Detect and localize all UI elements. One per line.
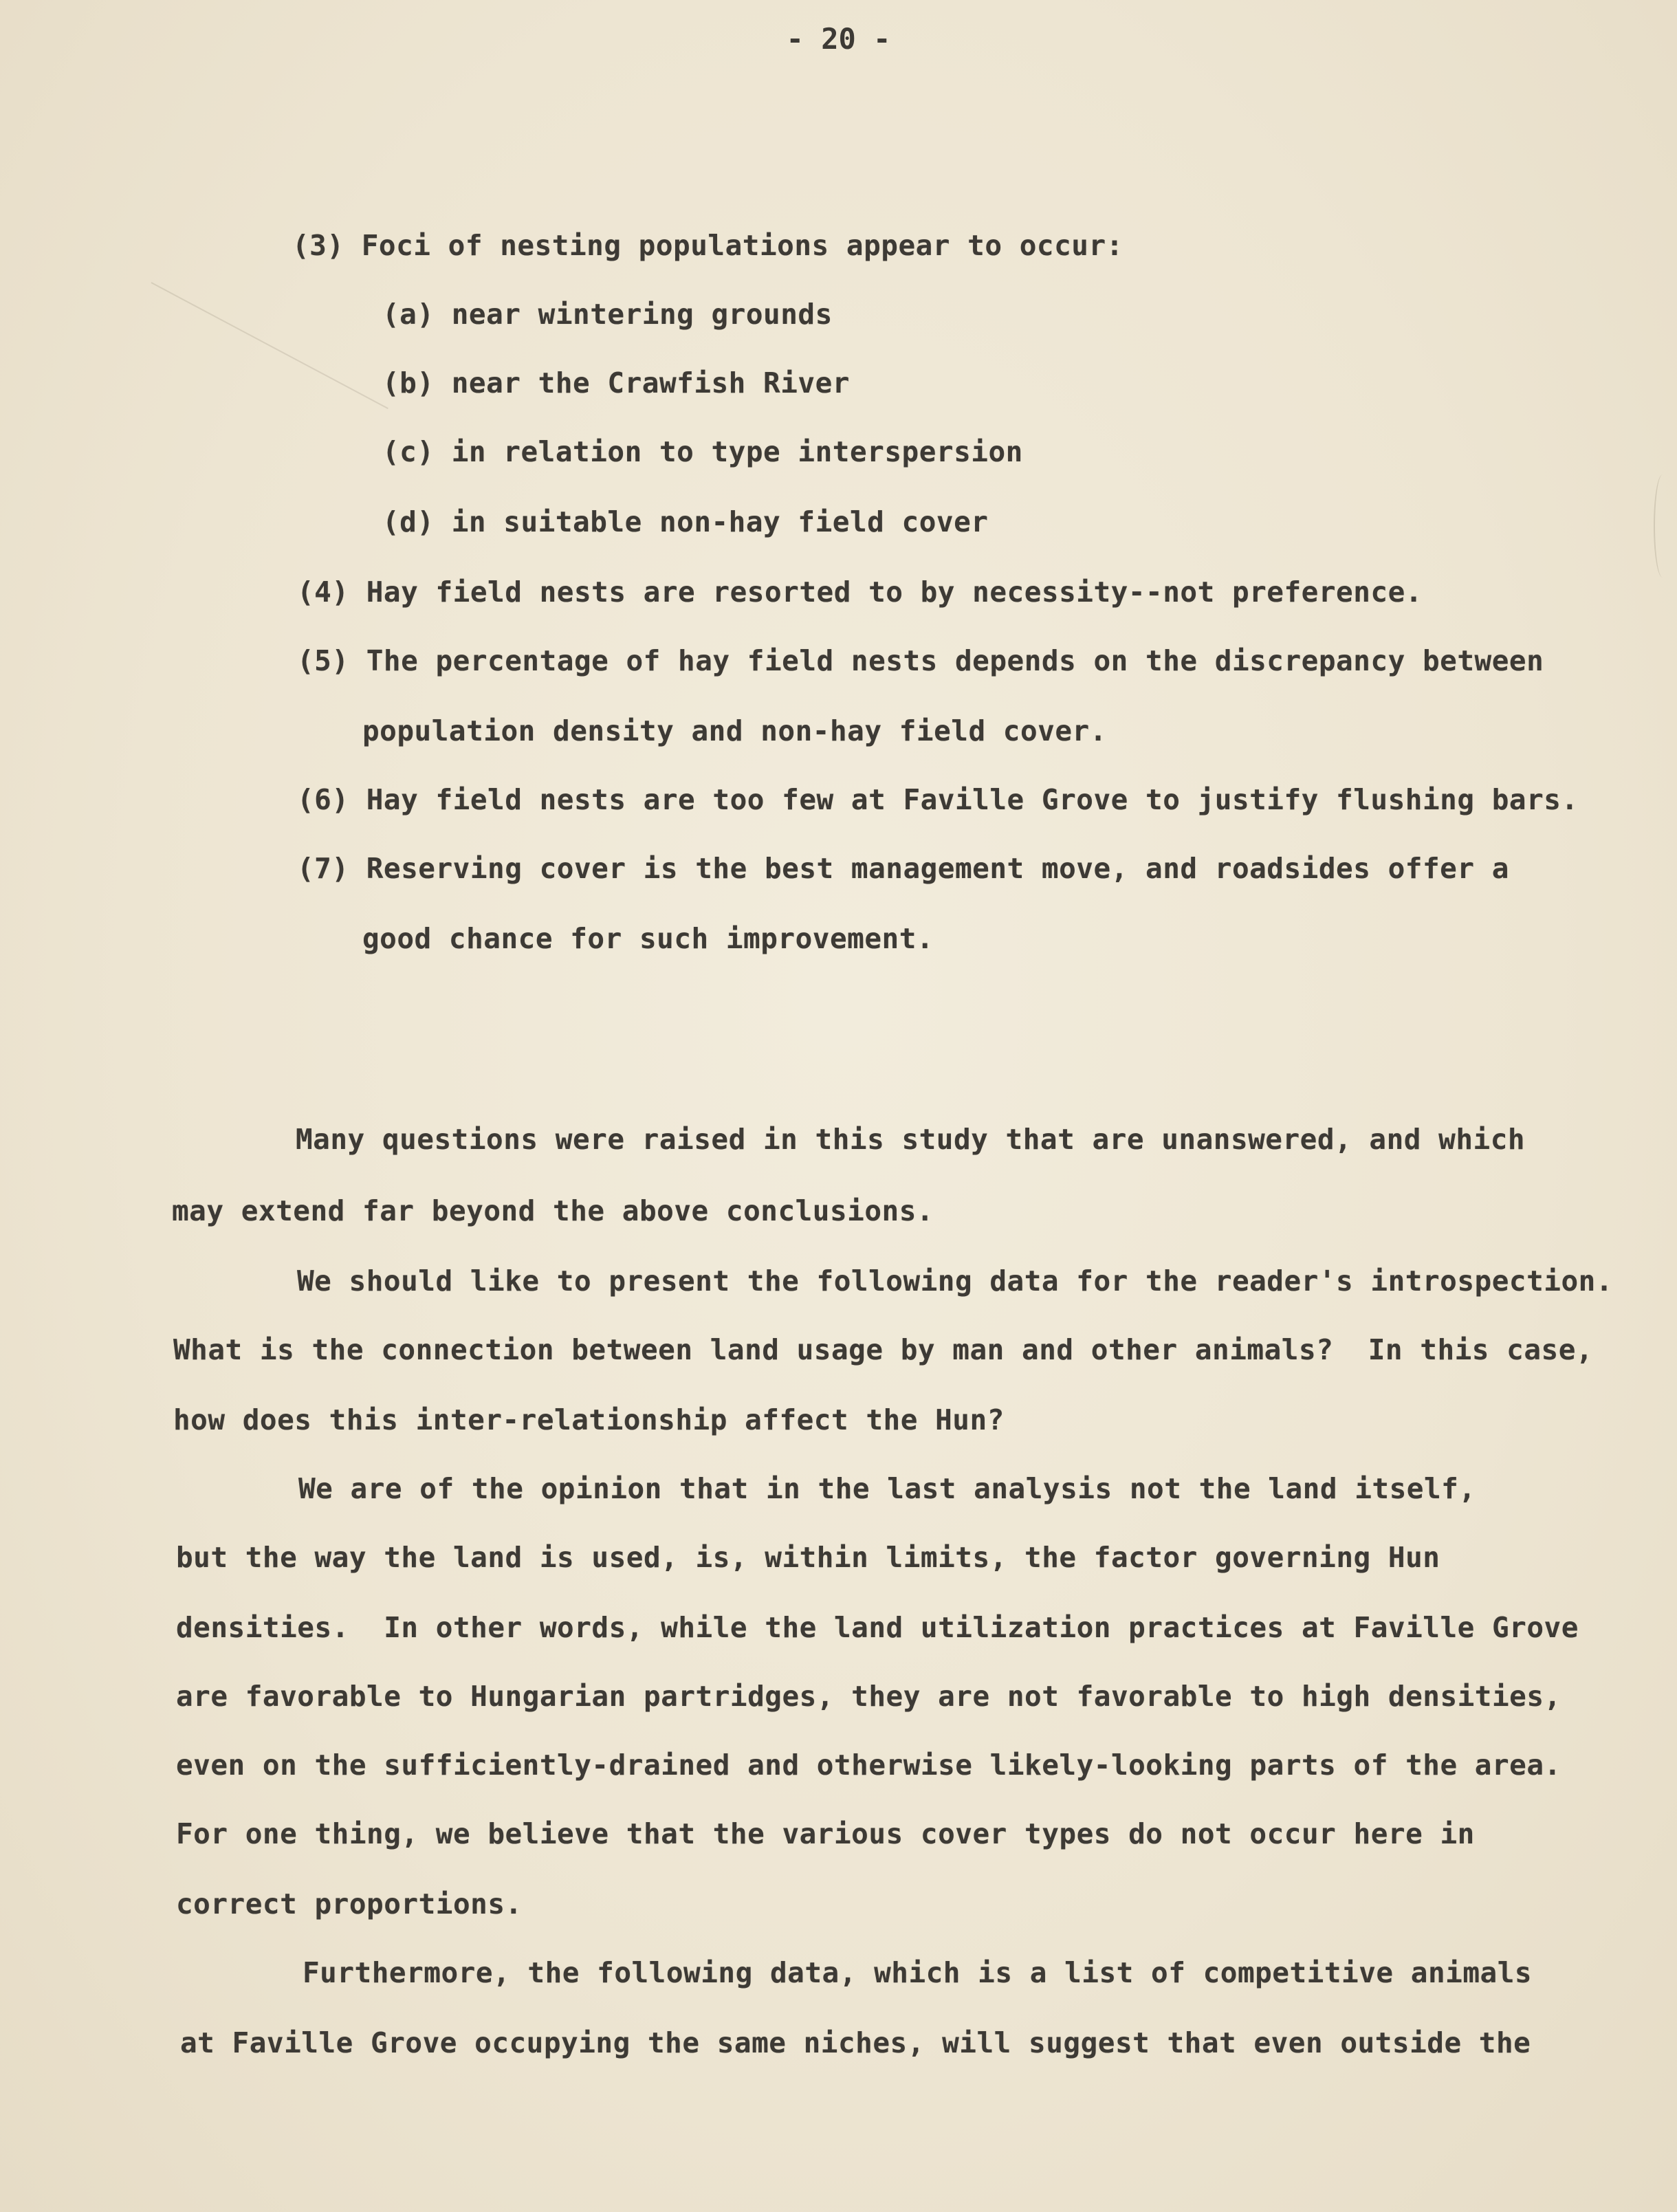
body-line-7: but the way the land is used, is, within limits, the factor governing Hun	[176, 1541, 1440, 1574]
page-number: - 20 -	[786, 22, 891, 56]
conclusion-3b: (b) near the Crawfish River	[382, 366, 850, 399]
body-line-5: how does this inter-relationship affect the Hun?	[173, 1403, 1005, 1436]
paper-crease	[151, 282, 388, 409]
conclusion-3: (3) Foci of nesting populations appear to occur:	[292, 229, 1124, 262]
body-line-10: even on the sufficiently-drained and otherwise likely-looking parts of the area.	[176, 1749, 1561, 1782]
paper-edge-mark	[1654, 474, 1671, 578]
body-line-14: at Faville Grove occupying the same niches, will suggest that even outside the	[180, 2026, 1531, 2059]
body-line-12: correct proportions.	[176, 1887, 523, 1920]
conclusion-3c: (c) in relation to type interspersion	[382, 435, 1023, 468]
body-line-4: What is the connection between land usage by man and other animals? In this case,	[173, 1333, 1594, 1366]
conclusion-5: (5) The percentage of hay field nests depends on the discrepancy between	[297, 644, 1544, 677]
conclusion-6: (6) Hay field nests are too few at Faville Grove to justify flushing bars.	[297, 783, 1579, 816]
body-line-13: Furthermore, the following data, which is a list of competitive animals	[303, 1956, 1533, 1989]
body-line-1: Many questions were raised in this study that are unanswered, and which	[296, 1123, 1526, 1156]
body-line-6: We are of the opinion that in the last analysis not the land itself,	[298, 1472, 1476, 1505]
body-line-3: We should like to present the following data for the reader's introspection.	[297, 1264, 1613, 1297]
body-line-9: are favorable to Hungarian partridges, they are not favorable to high densities,	[176, 1680, 1561, 1713]
conclusion-3d: (d) in suitable non-hay field cover	[382, 505, 989, 538]
conclusion-7-cont: good chance for such improvement.	[362, 922, 934, 955]
body-line-11: For one thing, we believe that the various cover types do not occur here in	[176, 1817, 1475, 1850]
conclusion-3a: (a) near wintering grounds	[382, 298, 833, 331]
body-line-8: densities. In other words, while the land utilization practices at Faville Grove	[176, 1611, 1579, 1644]
conclusion-7: (7) Reserving cover is the best management move, and roadsides offer a	[297, 852, 1509, 885]
conclusion-5-cont: population density and non-hay field cover.	[362, 714, 1107, 747]
conclusion-4: (4) Hay field nests are resorted to by necessity--not preference.	[297, 576, 1423, 609]
body-line-2: may extend far beyond the above conclusions.	[172, 1194, 934, 1227]
